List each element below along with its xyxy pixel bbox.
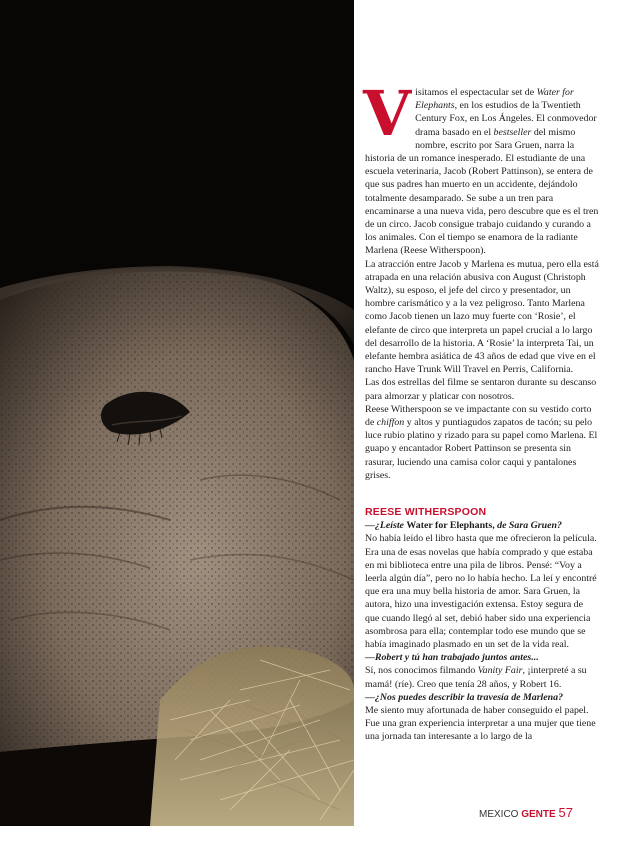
intro-text-a: isitamos el espectacular set de xyxy=(415,87,537,98)
intro-text-b: , en los estudios de la Twentieth Century Fox, en Los Ángeles. El conmovedor drama basado en el xyxy=(415,100,597,138)
question-3: —¿Nos puedes describir la travesía de Marlena? xyxy=(365,691,564,703)
q1-text-a: —¿Leíste xyxy=(365,520,407,532)
folio-magazine-b: GENTE xyxy=(521,809,556,820)
a2-text-b: , ¡interpreté a su mamá! (ríe). Creo que tenía 28 años, y Robert 16. xyxy=(365,665,587,690)
film-title: Water for Elephants xyxy=(415,87,574,112)
question-1 xyxy=(365,519,599,532)
page-number: 57 xyxy=(558,805,573,820)
folio-magazine-a: MEXICO xyxy=(479,809,522,820)
p4-text-a: Reese Witherspoon se ve impactante con su vestido corto de xyxy=(365,403,592,429)
p4-text-b: y altos y puntiagudos zapatos de tacón; su pelo luce rubio platino y rizado para su papel como Marlena. El guapo y encantador Robert Pattinson se presenta sin rasurar, luciendo una camisa color caqui y pantalones grises. xyxy=(365,417,598,481)
answer-3: Me siento muy afortunada de haber conseguido el papel. Fue una gran experiencia interpretar a una mujer que tiene una jornada tan interesante a lo largo de la xyxy=(365,704,596,743)
section-heading: REESE WITHERSPOON xyxy=(365,506,487,519)
article-column xyxy=(363,77,599,744)
page-folio xyxy=(479,806,573,822)
paragraph-3: Las dos estrellas del filme se sentaron durante su descanso para almorzar y platicar con nosotros. xyxy=(365,377,597,402)
bestseller-word: bestseller xyxy=(493,126,532,138)
a2-text-a: Sí, nos conocimos filmando xyxy=(365,665,478,677)
answer-1: No había leído el libro hasta que me ofrecieron la película. Era una de esas novelas que había comprado y que estaba en mi biblioteca entre una pila de libros. Pensé: “Voy a leerla algún día”, pero no lo había hecho. La leí y encontré que era una muy bella historia de amor. Sara Gruen, la autora, hizo una investigación extensa. Estoy segura de que cuando llegó al set, debió haber sido una experiencia asombrosa para ella; contemplar todo ese mundo que se había imaginado plasmado en un set de la vida real. xyxy=(365,533,597,650)
drop-cap: V xyxy=(363,77,412,150)
question-2: —Robert y tú han trabajado juntos antes... xyxy=(365,652,539,664)
chiffon-word: chiffon xyxy=(376,417,405,429)
paragraph-4 xyxy=(365,403,599,482)
paragraph-2: La atracción entre Jacob y Marlena es mutua, pero ella está atrapada en una relación abusiva con August (Christoph Waltz), su esposo, el jefe del circo y presentador, un hombre carismático y a la vez peligroso. Tanto Marlena como Jacob tienen un lazo muy fuerte con ‘Rosie’, el elefante de circo que interpreta un papel crucial a lo largo del desarrollo de la historia. A ‘Rosie’ la interpreta Tai, un elefante hembra asiática de 43 años de edad que vive en el rancho Have Trunk Will Travel en Perris, California. xyxy=(365,258,599,376)
answer-2 xyxy=(365,664,599,690)
q1-text-b: de Sara Gruen? xyxy=(494,520,562,532)
a2-film-title: Vanity Fair xyxy=(477,665,523,677)
intro-text-c: del mismo nombre, escrito por Sara Gruen, narra la historia de un romance inesperado. El estudiante de una escuela veterinaria, Jacob (Robert Pattinson), se entera de que sus padres han muerto en un accidente, dejándolo totalmente desamparado. Se sube a un tren para encaminarse a una nueva vida, pero descubre que es el tren de un circo. Jacob consigue trabajo cuidando y curando a los animales. Con el tiempo se enamora de la radiante Marlena (Reese Witherspoon). xyxy=(365,126,599,257)
q1-book-title: Water for Elephants, xyxy=(406,520,495,532)
